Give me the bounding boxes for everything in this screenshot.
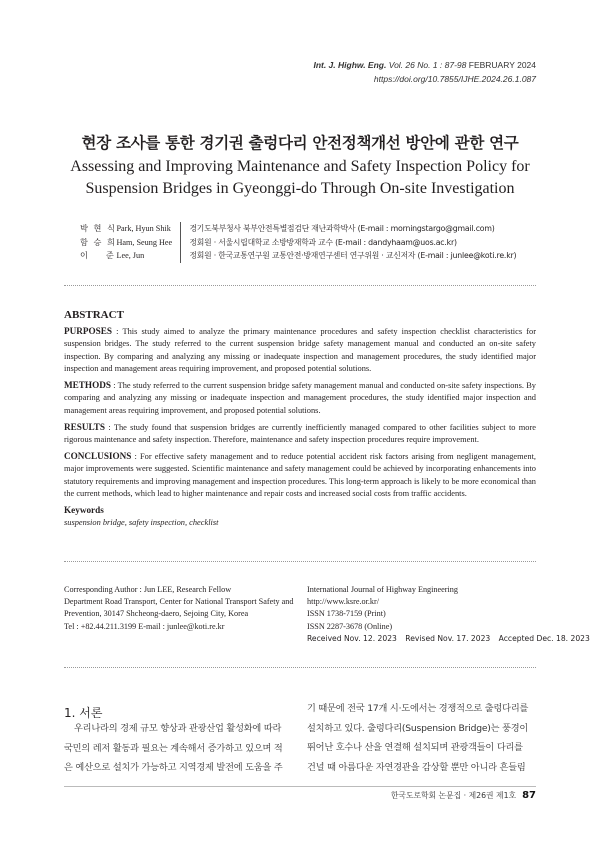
corresponding-line: Prevention, 30147 Shcheong-daero, Sejoing City, Korea [64,609,249,619]
author-row [80,236,516,250]
journal-info-line: ISSN 2287-3678 (Online) [307,621,393,631]
results-text: : The study found that suspension bridges are currently inefficiently managed compared to other facilities subject to more rigorous maintenance and safety inspection. Therefore, maintenance and safety inspection procedures require improvement. [64,423,536,445]
page-footer [391,790,536,801]
abstract-methods [64,379,536,417]
author-affiliation: 정회원 · 서울시립대학교 소방방재학과 교수 (E-mail : dandyhaam@uos.ac.kr) [189,237,457,247]
received-date: Nov. 12. 2023 [343,633,397,643]
journal-url-link[interactable]: http://www.ksre.or.kr/ [307,597,380,607]
author-name-ko: 박 현 식 [80,223,117,234]
conclusions-text: : For effective safety management and to reduce potential accident risk factors arising from negligent management, major improvements were suggested. Scientific maintenance and safety management could be achieved by incorporating enhancements into statutory requirements and improving management and inspection procedures. This long-term approach is likely to be more economical than the current methods, which lead to higher maintenance and repair costs and increased social costs from traffic accidents. [64,452,536,499]
divider [64,667,536,668]
author-row [80,249,516,263]
journal-info-line: ISSN 1738-7159 (Print) [307,609,386,619]
abstract-purposes [64,325,536,376]
author-row [80,222,516,236]
corresponding-line: Corresponding Author : Jun LEE, Research Fellow [64,585,232,594]
title-english-line2: Suspension Bridges in Gyeonggi-do Through On-site Investigation [85,180,515,197]
divider [64,285,536,286]
body-line: 우리나라의 경제 규모 향상과 관광산업 활성화에 따라 [74,723,282,734]
journal-volume: Vol. 26 No. 1 : 87-98 [388,60,467,70]
body-line: 국민의 레저 활동과 필요는 계속해서 증가하고 있으며 적 [64,742,283,754]
page-number: 87 [522,790,536,801]
author-separator [181,236,190,250]
author-name-en: Ham, Seung Hee [116,237,173,247]
journal-info [307,584,590,645]
methods-label: METHODS [64,380,111,390]
revised-label: Revised [405,633,435,643]
keywords-heading: Keywords [64,505,104,515]
author-affiliation: 정회원 · 한국교통연구원 교통안전·방재연구센터 연구위원 · 교신저자 (E-mail : junlee@koti.re.kr) [189,251,517,261]
corresponding-line: Department Road Transport, Center for National Transport Safety and [64,597,294,607]
author-affiliation: 경기도북부청사 북부안전특별점검단 재난과학박사 (E-mail : morningstargo@gmail.com) [189,224,495,234]
body-line: 뛰어난 호수나 산을 연결해 설치되며 관광객들이 다리를 [307,742,523,754]
divider [64,561,536,562]
revised-date: Nov. 17. 2023 [437,633,491,643]
author-separator [181,249,190,263]
publication-dates [307,633,590,645]
results-label: RESULTS [64,422,106,432]
author-list [80,222,516,263]
journal-header [313,59,536,71]
corresponding-line: Tel : +82.44.211.3199 E-mail : junlee@koti.re.kr [64,621,225,631]
journal-name: Int. J. Highw. Eng. [313,60,387,70]
title-english-line1: Assessing and Improving Maintenance and Safety Inspection Policy for [70,158,530,175]
received-label: Received [307,633,342,643]
footer-journal: 한국도로학회 논문집 · 제26권 제1호 [390,791,517,800]
author-name-ko: 이 준 [80,250,116,261]
footer-rule [64,786,536,787]
author-name-en: Lee, Jun [116,251,145,261]
section-heading: 1. 서론 [64,706,103,720]
body-line: 기 때문에 전국 17개 시·도에서는 경쟁적으로 출렁다리를 [307,703,529,714]
abstract-results [64,421,536,447]
methods-text: : The study referred to the current suspension bridge safety management manual and conducted on-site safety inspections. By comparing and analyzing any missing or inadequate inspection and management procedures, the study identified major inspection and management areas requiring improvement, and proposed potential solutions. [64,381,536,415]
purposes-label: PURPOSES [64,326,112,336]
accepted-label: Accepted [498,633,535,643]
abstract-heading: ABSTRACT [64,309,124,321]
author-name-ko: 함 승 희 [80,236,117,247]
title-english [0,156,600,200]
body-line: 은 예산으로 설치가 가능하고 지역경제 발전에 도움을 주 [64,762,283,774]
author-separator [181,222,190,236]
keywords-text: suspension bridge, safety inspection, checklist [64,518,219,527]
accepted-date: Dec. 18. 2023 [536,633,590,643]
journal-info-line: International Journal of Highway Engineering [307,585,458,594]
body-line: 설치하고 있다. 출렁다리(Suspension Bridge)는 풍경이 [307,722,529,734]
body-right-column [307,699,536,777]
author-name-en: Park, Hyun Shik [116,224,171,234]
journal-date: FEBRUARY 2024 [468,60,536,70]
body-left-column [64,719,294,778]
body-line: 건널 때 아름다운 자연경관을 감상할 뿐만 아니라 흔들림 [307,761,526,773]
conclusions-label: CONCLUSIONS [64,451,132,461]
purposes-text: : This study aimed to analyze the primary maintenance procedures and safety inspection checklist characteristics for suspension bridges. The study referred to the current suspension bridge safety management manual and conducted an on-site safety inspection. By comparing and analyzing any missing or inadequate inspection and management procedures, the study identified major inspection and management areas requiring improvement, and proposed potential solutions. [64,327,536,374]
doi-link[interactable]: https://doi.org/10.7855/IJHE.2024.26.1.087 [373,74,536,84]
title-korean: 현장 조사를 통한 경기권 출렁다리 안전정책개선 방안에 관한 연구 [81,134,519,152]
abstract-conclusions [64,450,536,501]
corresponding-author-info [64,584,293,633]
